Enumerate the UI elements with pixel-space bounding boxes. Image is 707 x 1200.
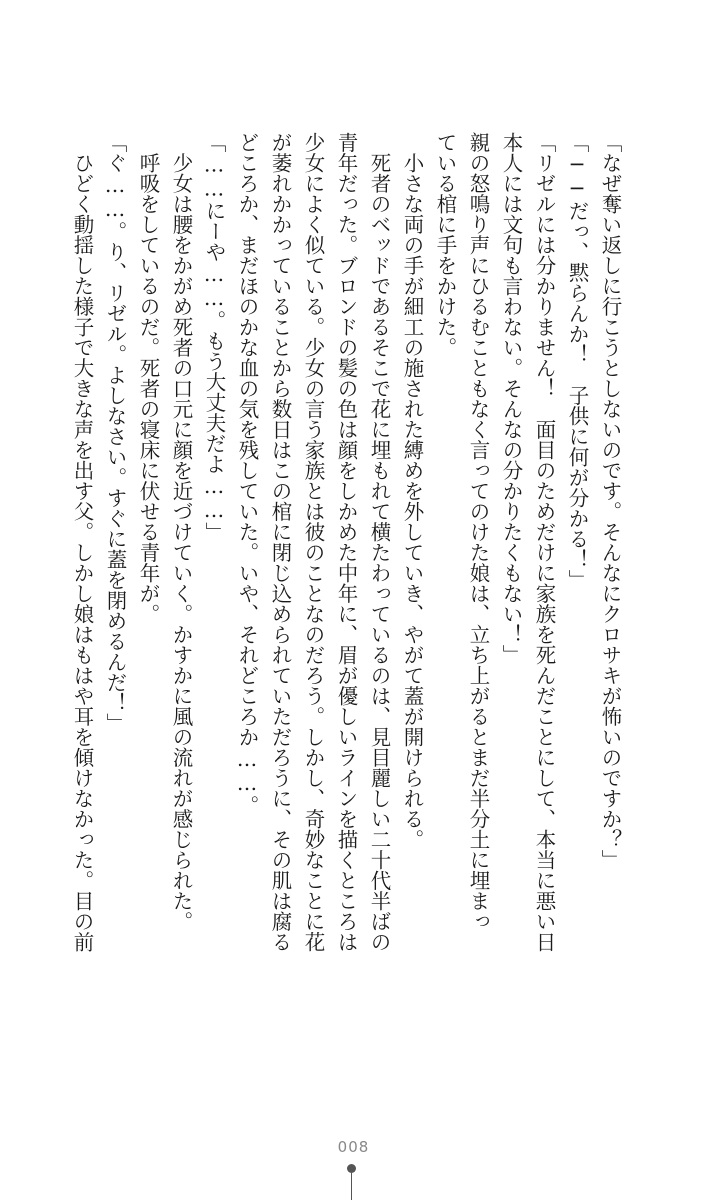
- text-line: ひどく動揺した様子で大きな声を出す父。しかし娘はもはや耳を傾けなかった。目の前: [70, 132, 94, 952]
- text-line: どころか、まだほのかな血の気を残していた。いや、それどころか……。: [235, 132, 259, 816]
- text-line: 少女は腰をかがめ死者の口元に顔を近づけていく。かすかに風の流れが感じられた。: [169, 132, 193, 932]
- text-line: ている棺に手をかけた。: [433, 132, 457, 358]
- text-line: 少女によく似ている。少女の言う家族とは彼のことなのだろう。しかし、奇妙なことに花: [301, 132, 325, 952]
- text-line: 本人には文句も言わない。そんなの分かりたくもない！」: [499, 132, 523, 665]
- text-line: 「なぜ奪い返しに行こうとしないのです。そんなにクロサキが怖いのですか？」: [598, 132, 622, 870]
- text-line: 「──だっ、黙らんか！ 子供に何が分かる！」: [565, 132, 589, 590]
- page-marker-dot: [347, 1164, 356, 1173]
- text-line: が萎れかかっていることから数日はこの棺に閉じ込められていただろうに、その肌は腐る: [268, 132, 292, 952]
- text-line: 「……にーや……。もう大丈夫だよ……」: [202, 132, 226, 543]
- text-line: 呼吸をしているのだ。死者の寝床に伏せる青年が。: [136, 132, 160, 624]
- text-line: 死者のベッドであるそこで花に埋もれて横たわっているのは、見目麗しい二十代半ばの: [367, 132, 391, 952]
- text-line: 「ぐ……。り、リゼル。よしなさい。すぐに蓋を閉めるんだ！」: [103, 132, 127, 734]
- text-line: 「リゼルには分かりません！ 面目のためだけに家族を死んだことにして、本当に悪い日: [532, 132, 556, 952]
- page-number: 008: [337, 1138, 370, 1156]
- page-marker-line: [351, 1173, 352, 1200]
- text-line: 親の怒鳴り声にひるむこともなく言ってのけた娘は、立ち上がるとまだ半分土に埋まっ: [466, 132, 490, 932]
- text-line: 小さな両の手が細工の施された縛めを外していき、やがて蓋が開けられる。: [400, 132, 424, 850]
- text-line: 青年だった。ブロンドの髪の色は顔をしかめた中年に、眉が優しいラインを描くところは: [334, 132, 358, 952]
